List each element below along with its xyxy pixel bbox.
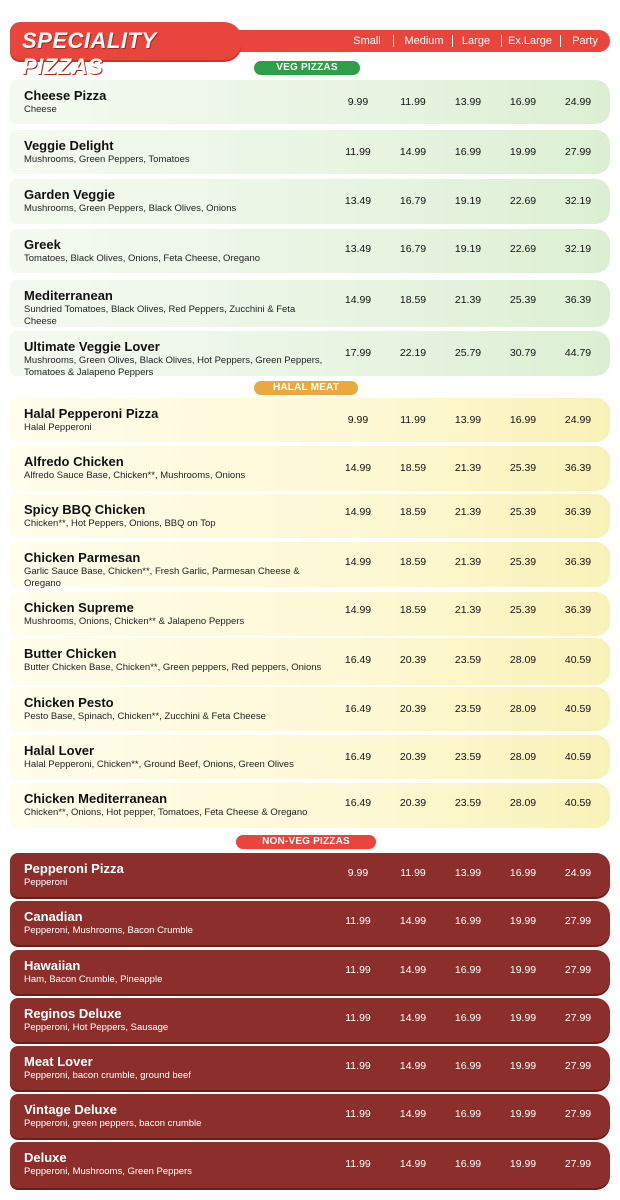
price-cell: 25.79 bbox=[454, 347, 482, 359]
menu-row bbox=[10, 853, 610, 897]
menu-row bbox=[10, 1046, 610, 1090]
pizza-description: Pepperoni, Mushrooms, Green Peppers bbox=[24, 1166, 192, 1177]
price-cell: 11.99 bbox=[345, 915, 371, 927]
pizza-description: Tomatoes, Black Olives, Onions, Feta Cheese, Oregano bbox=[24, 253, 261, 264]
pizza-name: Reginos Deluxe bbox=[24, 1006, 122, 1021]
pizza-description: Butter Chicken Base, Chicken**, Green peppers, Red peppers, Onions bbox=[24, 662, 322, 673]
price-cell: 19.99 bbox=[509, 1012, 537, 1024]
pizza-description: Garlic Sauce Base, Chicken**, Fresh Garlic, Parmesan Cheese & Oregano bbox=[24, 566, 300, 589]
price-cell: 19.99 bbox=[509, 1158, 537, 1170]
pizza-name: Deluxe bbox=[24, 1150, 67, 1165]
price-cell: 14.99 bbox=[344, 556, 372, 568]
page-title: SPECIALITY PIZZAS bbox=[22, 28, 157, 79]
price-cell: 21.39 bbox=[454, 462, 482, 474]
price-cell: 36.39 bbox=[564, 294, 592, 306]
price-cell: 19.99 bbox=[509, 1108, 537, 1120]
price-cell: 14.99 bbox=[344, 294, 372, 306]
menu-row bbox=[10, 542, 610, 587]
price-cell: 24.99 bbox=[564, 414, 592, 426]
price-cell: 11.99 bbox=[345, 964, 371, 976]
menu-row bbox=[10, 1142, 610, 1188]
title-banner bbox=[10, 22, 242, 79]
menu-row bbox=[10, 494, 610, 538]
price-cell: 20.39 bbox=[399, 797, 427, 809]
price-cell: 11.99 bbox=[345, 1012, 371, 1024]
price-cell: 16.99 bbox=[454, 1108, 482, 1120]
pizza-description: Halal Pepperoni, Chicken**, Ground Beef, Onions, Green Olives bbox=[24, 759, 294, 770]
price-cell: 36.39 bbox=[564, 506, 592, 518]
menu-row bbox=[10, 229, 610, 273]
pizza-name: Halal Lover bbox=[24, 743, 95, 758]
pizza-name: Vintage Deluxe bbox=[24, 1102, 117, 1117]
size-medium-heading: Medium bbox=[404, 35, 444, 47]
price-cell: 9.99 bbox=[347, 414, 369, 426]
price-cell: 16.99 bbox=[454, 915, 482, 927]
price-cell: 23.59 bbox=[454, 654, 482, 666]
price-cell: 19.99 bbox=[509, 964, 537, 976]
price-cell: 23.59 bbox=[454, 797, 482, 809]
divider bbox=[393, 35, 394, 47]
pizza-name: Ultimate Veggie Lover bbox=[24, 339, 160, 354]
price-cell: 27.99 bbox=[564, 1060, 592, 1072]
price-cell: 13.49 bbox=[344, 243, 372, 255]
pizza-description: Pepperoni, bacon crumble, ground beef bbox=[24, 1070, 191, 1081]
price-cell: 11.99 bbox=[345, 1158, 371, 1170]
price-cell: 14.99 bbox=[399, 964, 427, 976]
size-small-heading: Small bbox=[353, 35, 381, 47]
pizza-description: Ham, Bacon Crumble, Pineapple bbox=[24, 974, 163, 985]
price-cell: 25.39 bbox=[509, 462, 537, 474]
size-xlarge-heading: Ex.Large bbox=[507, 35, 553, 47]
price-cell: 23.59 bbox=[454, 703, 482, 715]
price-cell: 13.49 bbox=[344, 195, 372, 207]
price-cell: 18.59 bbox=[399, 604, 427, 616]
pizza-description: Mushrooms, Green Peppers, Black Olives, Onions bbox=[24, 203, 237, 214]
menu-row bbox=[10, 950, 610, 994]
price-cell: 24.99 bbox=[564, 96, 592, 108]
price-cell: 9.99 bbox=[347, 867, 369, 879]
pizza-description: Sundried Tomatoes, Black Olives, Red Peppers, Zucchini & Feta Cheese bbox=[24, 304, 296, 327]
price-cell: 19.99 bbox=[509, 146, 537, 158]
price-cell: 27.99 bbox=[564, 1012, 592, 1024]
pizza-name: Hawaiian bbox=[24, 958, 81, 973]
price-cell: 20.39 bbox=[399, 751, 427, 763]
price-cell: 27.99 bbox=[564, 1108, 592, 1120]
price-cell: 28.09 bbox=[509, 797, 537, 809]
pizza-description: Pepperoni, green peppers, bacon crumble bbox=[24, 1118, 202, 1129]
price-cell: 16.99 bbox=[454, 1060, 482, 1072]
price-cell: 30.79 bbox=[509, 347, 537, 359]
menu-row bbox=[10, 80, 610, 124]
divider bbox=[560, 35, 561, 47]
price-cell: 16.79 bbox=[399, 243, 427, 255]
pizza-name: Chicken Parmesan bbox=[24, 550, 141, 565]
price-cell: 28.09 bbox=[509, 751, 537, 763]
price-cell: 14.99 bbox=[399, 1108, 427, 1120]
price-cell: 19.19 bbox=[454, 243, 482, 255]
pizza-description: Pesto Base, Spinach, Chicken**, Zucchini & Feta Cheese bbox=[24, 711, 266, 722]
price-cell: 16.99 bbox=[509, 96, 537, 108]
price-cell: 16.49 bbox=[344, 751, 372, 763]
price-cell: 14.99 bbox=[344, 506, 372, 518]
price-cell: 14.99 bbox=[399, 915, 427, 927]
price-cell: 13.99 bbox=[454, 96, 482, 108]
menu-row bbox=[10, 280, 610, 327]
menu-row bbox=[10, 783, 610, 828]
price-cell: 14.99 bbox=[399, 146, 427, 158]
menu-row bbox=[10, 130, 610, 174]
price-cell: 16.99 bbox=[454, 146, 482, 158]
menu-row bbox=[10, 638, 610, 685]
price-cell: 22.19 bbox=[399, 347, 427, 359]
menu-row bbox=[10, 998, 610, 1042]
price-cell: 14.99 bbox=[399, 1158, 427, 1170]
price-cell: 25.39 bbox=[509, 294, 537, 306]
price-cell: 44.79 bbox=[564, 347, 592, 359]
price-cell: 11.99 bbox=[400, 96, 426, 108]
pizza-name: Chicken Pesto bbox=[24, 695, 114, 710]
price-cell: 36.39 bbox=[564, 462, 592, 474]
price-cell: 27.99 bbox=[564, 915, 592, 927]
price-cell: 28.09 bbox=[509, 654, 537, 666]
pizza-name: Chicken Supreme bbox=[24, 600, 134, 615]
price-cell: 18.59 bbox=[399, 462, 427, 474]
price-cell: 25.39 bbox=[509, 556, 537, 568]
price-cell: 32.19 bbox=[564, 243, 592, 255]
price-cell: 11.99 bbox=[400, 867, 426, 879]
price-cell: 40.59 bbox=[564, 654, 592, 666]
price-cell: 18.59 bbox=[399, 556, 427, 568]
price-cell: 24.99 bbox=[564, 867, 592, 879]
divider bbox=[501, 35, 502, 47]
price-cell: 36.39 bbox=[564, 556, 592, 568]
price-cell: 20.39 bbox=[399, 654, 427, 666]
pizza-description: Chicken**, Onions, Hot pepper, Tomatoes, Feta Cheese & Oregano bbox=[24, 807, 308, 818]
price-cell: 16.99 bbox=[454, 1012, 482, 1024]
price-cell: 21.39 bbox=[454, 294, 482, 306]
pizza-description: Cheese bbox=[24, 104, 57, 115]
price-cell: 19.99 bbox=[509, 915, 537, 927]
price-cell: 40.59 bbox=[564, 703, 592, 715]
price-cell: 19.99 bbox=[509, 1060, 537, 1072]
price-cell: 18.59 bbox=[399, 506, 427, 518]
section-label-halal: HALAL MEAT bbox=[254, 381, 358, 395]
price-cell: 27.99 bbox=[564, 146, 592, 158]
price-cell: 36.39 bbox=[564, 604, 592, 616]
price-cell: 16.99 bbox=[509, 414, 537, 426]
section-label-veg: VEG PIZZAS bbox=[254, 61, 360, 75]
pizza-description: Alfredo Sauce Base, Chicken**, Mushrooms, Onions bbox=[24, 470, 246, 481]
price-cell: 14.99 bbox=[399, 1060, 427, 1072]
divider bbox=[452, 35, 453, 47]
pizza-name: Greek bbox=[24, 237, 61, 252]
price-cell: 28.09 bbox=[509, 703, 537, 715]
pizza-name: Halal Pepperoni Pizza bbox=[24, 406, 159, 421]
menu-row bbox=[10, 446, 610, 491]
price-cell: 11.99 bbox=[345, 1060, 371, 1072]
price-cell: 19.19 bbox=[454, 195, 482, 207]
price-cell: 14.99 bbox=[344, 462, 372, 474]
pizza-name: Pepperoni Pizza bbox=[24, 861, 124, 876]
pizza-name: Butter Chicken bbox=[24, 646, 117, 661]
price-cell: 32.19 bbox=[564, 195, 592, 207]
price-cell: 23.59 bbox=[454, 751, 482, 763]
menu-row bbox=[10, 398, 610, 442]
pizza-name: Mediterranean bbox=[24, 288, 113, 303]
pizza-name: Spicy BBQ Chicken bbox=[24, 502, 146, 517]
price-cell: 16.99 bbox=[509, 867, 537, 879]
pizza-name: Garden Veggie bbox=[24, 187, 116, 202]
price-cell: 11.99 bbox=[345, 1108, 371, 1120]
size-party-heading: Party bbox=[572, 35, 598, 47]
price-cell: 13.99 bbox=[454, 867, 482, 879]
price-cell: 25.39 bbox=[509, 506, 537, 518]
price-cell: 16.99 bbox=[454, 964, 482, 976]
menu-row bbox=[10, 331, 610, 376]
price-cell: 27.99 bbox=[564, 964, 592, 976]
price-cell: 16.79 bbox=[399, 195, 427, 207]
price-cell: 40.59 bbox=[564, 751, 592, 763]
menu-row bbox=[10, 687, 610, 731]
pizza-name: Canadian bbox=[24, 909, 83, 924]
price-cell: 27.99 bbox=[564, 1158, 592, 1170]
pizza-name: Veggie Delight bbox=[24, 138, 114, 153]
price-cell: 21.39 bbox=[454, 604, 482, 616]
menu-row bbox=[10, 735, 610, 779]
price-cell: 18.59 bbox=[399, 294, 427, 306]
pizza-name: Cheese Pizza bbox=[24, 88, 107, 103]
size-large-heading: Large bbox=[461, 35, 491, 47]
price-cell: 14.99 bbox=[344, 604, 372, 616]
price-cell: 11.99 bbox=[400, 414, 426, 426]
section-label-nonveg: NON-VEG PIZZAS bbox=[236, 835, 376, 849]
menu-row bbox=[10, 179, 610, 224]
pizza-description: Mushrooms, Onions, Chicken** & Jalapeno Peppers bbox=[24, 616, 245, 627]
price-cell: 16.49 bbox=[344, 797, 372, 809]
price-cell: 25.39 bbox=[509, 604, 537, 616]
pizza-description: Pepperoni, Mushrooms, Bacon Crumble bbox=[24, 925, 193, 936]
pizza-description: Pepperoni, Hot Peppers, Sausage bbox=[24, 1022, 169, 1033]
price-cell: 14.99 bbox=[399, 1012, 427, 1024]
pizza-name: Meat Lover bbox=[24, 1054, 93, 1069]
price-cell: 21.39 bbox=[454, 556, 482, 568]
pizza-name: Alfredo Chicken bbox=[24, 454, 124, 469]
menu-row bbox=[10, 1094, 610, 1138]
pizza-description: Pepperoni bbox=[24, 877, 68, 888]
menu-row bbox=[10, 901, 610, 945]
price-cell: 9.99 bbox=[347, 96, 369, 108]
price-cell: 13.99 bbox=[454, 414, 482, 426]
menu-row bbox=[10, 592, 610, 636]
price-cell: 16.49 bbox=[344, 654, 372, 666]
price-cell: 11.99 bbox=[345, 146, 371, 158]
price-cell: 16.49 bbox=[344, 703, 372, 715]
pizza-description: Mushrooms, Green Peppers, Tomatoes bbox=[24, 154, 190, 165]
price-cell: 20.39 bbox=[399, 703, 427, 715]
price-cell: 21.39 bbox=[454, 506, 482, 518]
price-cell: 40.59 bbox=[564, 797, 592, 809]
price-cell: 17.99 bbox=[344, 347, 372, 359]
pizza-description: Chicken**, Hot Peppers, Onions, BBQ on Top bbox=[24, 518, 216, 529]
price-cell: 16.99 bbox=[454, 1158, 482, 1170]
pizza-name: Chicken Mediterranean bbox=[24, 791, 168, 806]
price-cell: 22.69 bbox=[509, 195, 537, 207]
pizza-description: Halal Pepperoni bbox=[24, 422, 92, 433]
pizza-description: Mushrooms, Green Olives, Black Olives, Hot Peppers, Green Peppers, Tomatoes & Jalapeno Peppers bbox=[24, 355, 323, 378]
price-cell: 22.69 bbox=[509, 243, 537, 255]
